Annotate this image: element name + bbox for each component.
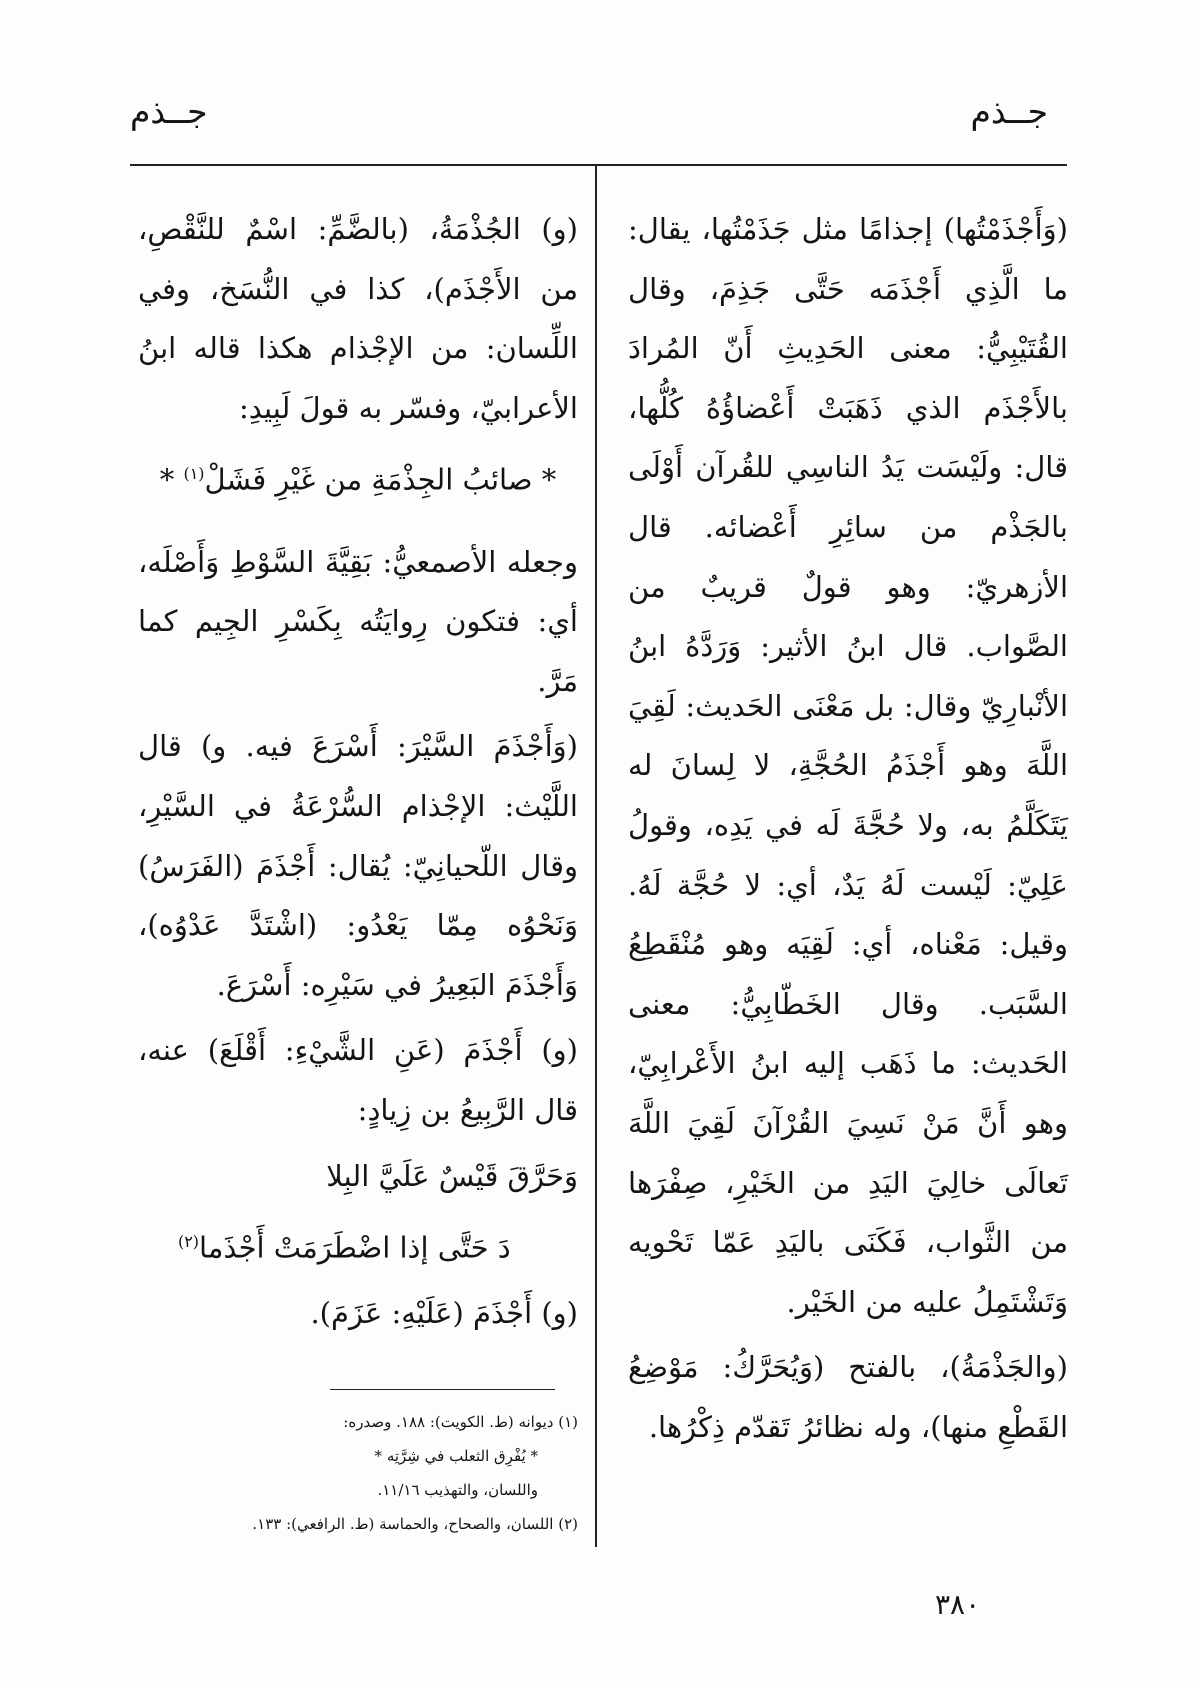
- footnote-verse: * يُفْرِق الثعلب في شِرَّتِه *: [374, 1447, 538, 1465]
- footnote-line: واللسان، والتهذيب ١١/١٦.: [377, 1481, 538, 1499]
- paragraph: وجعله الأصمعيُّ: بَقِيَّةَ السَّوْطِ وَأَصْلَه، أي: فتكون رِوايَتُه بِكَسْرِ الجِيم كما مَرَّ.: [138, 544, 578, 698]
- paragraph: (وَأَجْذَمْتُها) إجذامًا مثل جَذَمْتُها، يقال: ما الَّذِي أَجْذَمَه حَتَّى جَذِمَ، وقال القُتَيْبِيُّ: معنى الحَدِيثِ أَنّ المُرادَ بالأَجْذَم الذي ذَهَبَتْ أَعْضاؤُهُ كُلُّها، قال: ولَيْسَت يَدُ الناسِي للقُرآن أَوْلَى بالجَذْم من سائِرِ أَعْضائه. قال الأزهريّ: وهو قولٌ قريبٌ من الصَّواب. قال ابنُ الأثير: وَرَدَّهُ ابنُ الأنْبارِيّ وقال: بل مَعْنَى الحَديث: لَقِيَ اللَّهَ وهو أَجْذَمُ الحُجَّةِ، لا لِسانَ له يَتَكَلَّمُ به، ولا حُجَّةَ لَه في يَدِه، وقولُ عَلِيّ: لَيْست لَهُ يَدٌ، أي: لا حُجَّة لَهُ. وقيل: مَعْناه، أي: لَقِيَه وهو مُنْقَطِعُ السَّبَب. وقال الخَطّابِيُّ: معنى الحَديث: ما ذَهَب إليه ابنُ الأَعْرابِيّ، وهو أَنَّ مَنْ نَسِيَ القُرْآنَ لَقِيَ اللَّهَ تَعالَى خالِيَ اليَدِ من الخَيْرِ، صِفْرَها من الثَّواب، فَكَنَى باليَدِ عَمّا تَحْويه وَتَشْتَمِلُ عليه من الخَيْر.: [628, 212, 1068, 1319]
- left-column: [138, 200, 578, 1350]
- footnote: (١) ديوانه (ط. الكويت): ١٨٨. وصدره:: [343, 1413, 578, 1431]
- verse-line: [138, 1212, 578, 1278]
- paragraph: (والجَذْمَةُ)، بالفتح (وَيُحَرَّكُ: مَوْضِعُ القَطْعِ منها)، وله نظائرُ تَقدّم ذِكْرُها.: [628, 1350, 1068, 1444]
- column-divider: [595, 164, 597, 1547]
- paragraph: (و) أَجْذَمَ (عَلَيْهِ: عَزَمَ).: [310, 1296, 578, 1331]
- verse-text: * صائبُ الجِذْمَةِ من غَيْرِ فَشَلْ: [204, 463, 557, 498]
- right-column: [628, 200, 1068, 1463]
- verse-end: *: [159, 463, 184, 498]
- footnote-ref: (٢): [178, 1232, 199, 1252]
- paragraph: (و) أَجْذَمَ (عَنِ الشَّيْءِ: أَقْلَعَ) عنه، قال الرَّبِيعُ بن زِيادٍ:: [138, 1033, 578, 1127]
- verse-line: [138, 444, 578, 510]
- verse-line: وَحَرَّقَ قَيْسٌ عَلَيَّ البِلا: [326, 1158, 578, 1193]
- paragraph: (و) الجُذْمَةُ، (بالضَّمِّ: اسْمٌ للنَّقْصِ، من الأَجْذَم)، كذا في النُّسَخ، وفي اللِّسان: من الإجْذام هكذا قاله ابنُ الأعرابيّ، وفسّر به قولَ لَبِيدِ:: [138, 212, 578, 425]
- footnote: (٢) اللسان، والصحاح، والحماسة (ط. الرافعي): ١٣٣.: [252, 1515, 578, 1533]
- header-rule: [130, 164, 1067, 166]
- verse-text: دَ حَتَّى إذا اضْطَرَمَتْ أَجْذَما: [199, 1230, 511, 1265]
- footnotes: [138, 1405, 578, 1541]
- footnote-rule: [330, 1389, 555, 1390]
- header-right: جــذم: [970, 92, 1048, 131]
- paragraph: (وَأَجْذَمَ السَّيْرَ: أَسْرَعَ فيه. و) قال اللَّيْث: الإجْذام السُّرْعَةُ في السَّيْرِ، وقال اللّحيانِيّ: يُقال: أَجْذَمَ (الفَرَسُ) وَنَحْوُه مِمّا يَعْدُو: (اشْتَدَّ عَدْوُه)، وَأَجْذَمَ البَعِيرُ في سَيْرِه: أَسْرَعَ.: [138, 729, 578, 1002]
- footnote-ref: (١): [183, 464, 205, 484]
- page-number: ٣٨٠: [935, 1588, 981, 1621]
- header-left: جــذم: [130, 92, 208, 131]
